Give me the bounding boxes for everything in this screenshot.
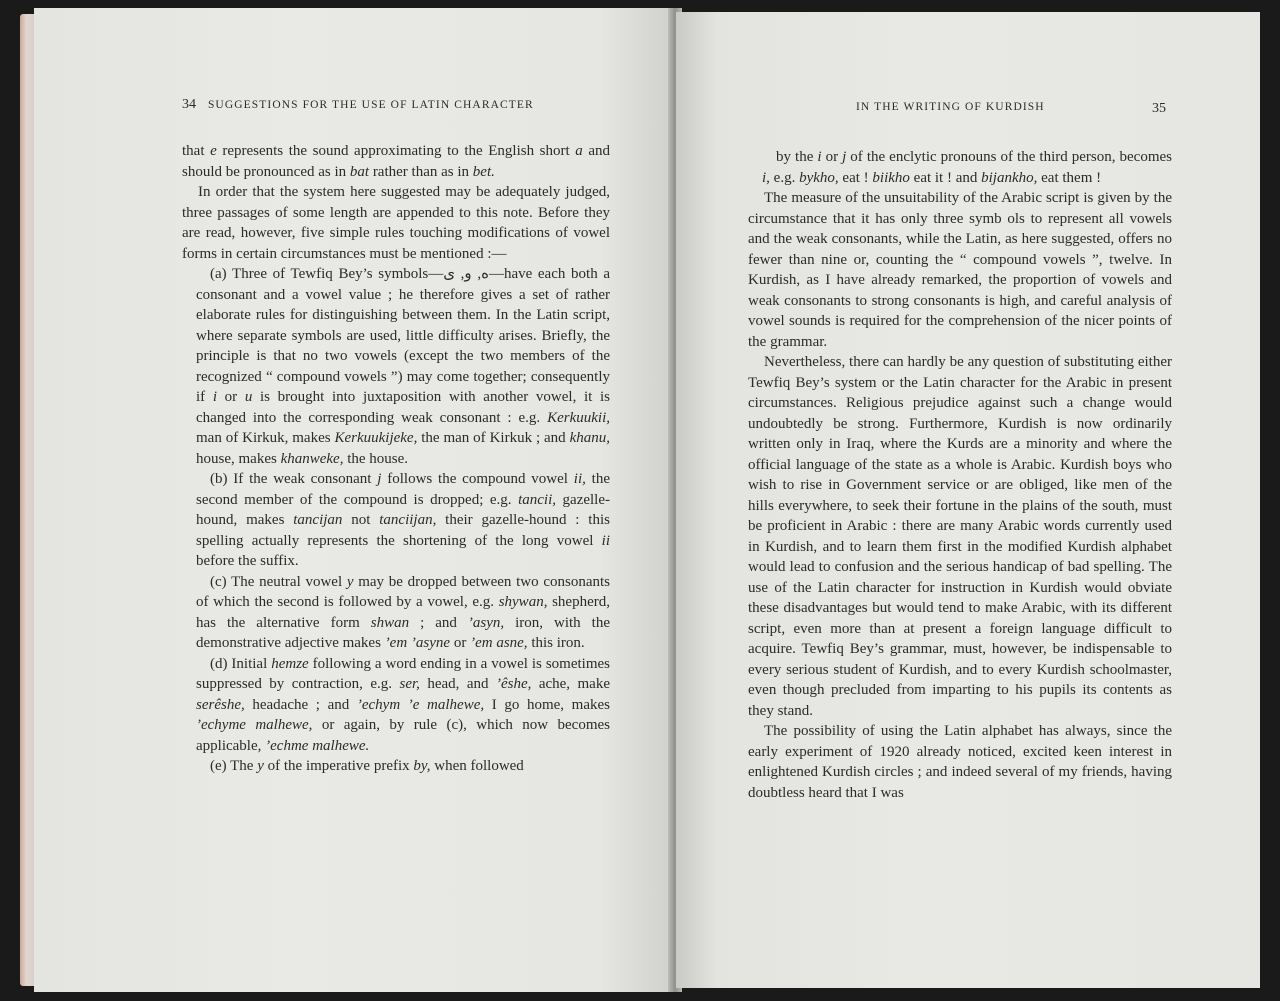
text-run: house, makes: [196, 450, 281, 467]
text-run: shepherd, has the alternative form: [196, 594, 610, 631]
italic-term: y: [257, 758, 264, 774]
right-page-number: 35: [1152, 101, 1166, 116]
text-run: headache ; and: [244, 696, 357, 713]
text-run: (b) If the weak consonant: [210, 471, 378, 487]
italic-term: i,: [762, 169, 770, 186]
text-run: eat it ! and: [909, 169, 982, 186]
text-run: ache, make: [531, 676, 610, 692]
italic-term: y: [346, 573, 354, 590]
italic-term: j: [377, 471, 382, 487]
left-running-head: SUGGESTIONS FOR THE USE OF LATIN CHARACTER: [207, 99, 534, 111]
text-run: (c) The neutral vowel: [210, 573, 347, 590]
italic-term: ’em ’asyne: [384, 635, 451, 651]
text-run: The possibility of using the Latin alphabet has always, since the early experiment of 1920 already noticed, excited keen interest in enlightened Kurdish circles ; and indeed several of my friends, having doubtless heard that I was: [748, 723, 1172, 801]
italic-term: by,: [413, 758, 431, 774]
text-run: gazelle-hound, makes: [196, 491, 610, 528]
text-run: or: [217, 389, 245, 405]
italic-term: ’asyn,: [467, 614, 505, 631]
text-run: of the enclytic pronouns of the third person, becomes: [846, 149, 1173, 165]
italic-term: khanweke,: [280, 450, 344, 467]
italic-term: tanciijan,: [379, 512, 437, 528]
italic-term: ’echyme malhewe,: [196, 717, 313, 733]
paragraph: [196, 572, 610, 654]
left-running-header: [182, 97, 534, 113]
italic-term: ii,: [573, 471, 586, 487]
italic-term: u: [244, 389, 253, 405]
italic-term: a: [575, 143, 583, 159]
italic-term: bykho,: [799, 169, 839, 186]
italic-term: bat: [349, 163, 370, 180]
italic-term: tancijan: [293, 512, 343, 528]
paragraph: [762, 147, 1172, 188]
italic-term: ’echme malhewe.: [265, 737, 370, 754]
text-run: represents the sound approximating to the English short: [216, 143, 576, 159]
text-run: The measure of the unsuitability of the Arabic script is given by the circumstance that it has only three symb ols to represent all vowels and the weak consonants, while the Latin, as here suggested, offers no fewer than nine or, counting the “ compound vowels ”, twelve. In Kurdish, as I have already remarked, the proportion of vowels and weak consonants to strong consonants is high, and careful analysis of vowel sounds is required for the comprehension of the nicer points of the grammar.: [748, 190, 1172, 350]
italic-term: shwan: [370, 614, 410, 631]
italic-term: serêshe,: [196, 696, 245, 713]
italic-term: e: [210, 143, 217, 159]
text-run: Nevertheless, there can hardly be any question of substituting either Tewfiq Bey’s system or the Latin character for the Arabic in present circumstances. Religious prejudice against such a change would undoubtedly be strong. Furthermore, Kurdish is now ordinarily written only in Iraq, where the Kurds are a minority and where the official language of the state as a whole is Arabic. Kurdish boys who wish to rise in Government service or are obliged, like men of the hills everywhere, to seek their fortune in the plains of the south, must be proficient in Arabic : there are many Arabic words currently used in Kurdish, and to learn them first in the modified Kurdish alphabet would lead to confusion and the serious handicap of bad spelling. The use of the Latin character for instruction in Kurdish would obviate these disadvantages but would tend to make Arabic, with its different script, even more than at present a foreign language difficult to acquire. Tewfiq Bey’s grammar, must, however, be indispensable to every serious student of Kurdish, and to every Kurdish schoolmaster, even though precluded from imparting to his pupils its contents as they stand.: [748, 354, 1172, 719]
italic-term: i: [212, 389, 217, 405]
text-run: rather than as in: [369, 163, 473, 180]
paragraph: [182, 182, 610, 264]
text-run: by the: [776, 149, 818, 165]
italic-term: bijankho,: [981, 169, 1038, 186]
paragraph: [196, 756, 610, 777]
left-body-text: [182, 141, 610, 777]
text-run: follows the compound vowel: [381, 471, 574, 487]
text-run: or: [450, 635, 471, 651]
paragraph: [196, 469, 610, 572]
text-run: this iron.: [527, 635, 585, 651]
text-run: the second member of the compound is dropped; e.g.: [196, 471, 611, 508]
text-run: the man of Kirkuk ; and: [417, 430, 570, 446]
right-body-text: [748, 147, 1172, 803]
italic-term: hemze: [271, 655, 309, 672]
text-run: ; and: [409, 614, 468, 631]
italic-term: j: [842, 149, 847, 165]
text-run: and should be pronounced as in: [182, 143, 610, 180]
paragraph: [196, 654, 610, 757]
italic-term: ’echym ’e malhewe,: [356, 696, 485, 713]
right-page-number-wrap: [1152, 101, 1166, 117]
text-run: iron, with the demonstrative adjective makes: [196, 614, 610, 651]
right-running-header: [856, 101, 1045, 113]
italic-term: ’êshe,: [495, 676, 532, 692]
open-book: [20, 8, 1260, 992]
text-run: when followed: [430, 758, 524, 774]
text-run: man of Kirkuk, makes: [196, 430, 335, 446]
italic-term: khanu,: [569, 430, 610, 446]
right-running-head: IN THE WRITING OF KURDISH: [856, 101, 1045, 113]
text-run: or: [821, 149, 843, 165]
text-run: head, and: [419, 676, 496, 692]
text-run: that: [182, 143, 211, 159]
paragraph: [748, 721, 1172, 803]
paragraph: [182, 141, 610, 182]
text-run: their gazelle-hound : this spelling actually represents the shortening of the long vowel: [196, 512, 610, 549]
italic-term: ’em asne,: [470, 635, 528, 651]
text-run: of the imperative prefix: [263, 758, 414, 774]
italic-term: biikho: [872, 169, 910, 186]
text-run: before the suffix.: [196, 553, 299, 569]
paragraph: [748, 188, 1172, 352]
text-run: (d) Initial: [210, 655, 272, 672]
text-run: I go home, makes: [484, 696, 610, 713]
text-run: may be dropped between two consonants of which the second is followed by a vowel, e.g.: [196, 573, 610, 610]
text-run: or again, by rule (c), which now becomes applicable,: [196, 717, 611, 754]
italic-term: i: [817, 149, 822, 165]
paragraph: [748, 352, 1172, 721]
text-run: the house.: [343, 450, 409, 467]
paragraph: [196, 264, 610, 469]
text-run: is brought into juxtaposition with another vowel, it is changed into the corresponding weak consonant : e.g.: [196, 389, 610, 426]
text-run: e.g.: [769, 169, 800, 186]
left-page: [34, 8, 676, 992]
italic-term: ii: [601, 532, 610, 549]
italic-term: Kerkuukijeke,: [334, 430, 418, 446]
italic-term: ser,: [399, 676, 420, 692]
text-run: following a word ending in a vowel is sometimes suppressed by contraction, e.g.: [196, 655, 610, 692]
right-page: [676, 12, 1260, 988]
italic-term: Kerkuukii,: [547, 409, 610, 426]
text-run: eat them !: [1037, 169, 1102, 186]
text-run: (e) The: [210, 758, 258, 774]
text-run: not: [342, 512, 380, 528]
left-page-number: 34: [182, 97, 196, 112]
text-run: eat !: [838, 169, 873, 186]
text-run: (a) Three of Tewfiq Bey’s symbols—ە, و, ی—have each both a consonant and a vowel value ; he therefore gives a set of rather elaborate rules for distinguishing between them. In the Latin script, where separate symbols are used, little difficulty arises. Briefly, the principle is that no two vowels (except the two members of the recognized “ compound vowels ”) may come together; consequently if: [196, 266, 611, 405]
italic-term: bet.: [472, 163, 495, 180]
text-run: In order that the system here suggested may be adequately judged, three passages of some length are appended to this note. Before they are read, however, five simple rules touching modifications of vowel forms in certain circumstances must be mentioned :—: [182, 184, 610, 262]
italic-term: shywan,: [498, 594, 548, 610]
italic-term: tancii,: [518, 491, 557, 508]
